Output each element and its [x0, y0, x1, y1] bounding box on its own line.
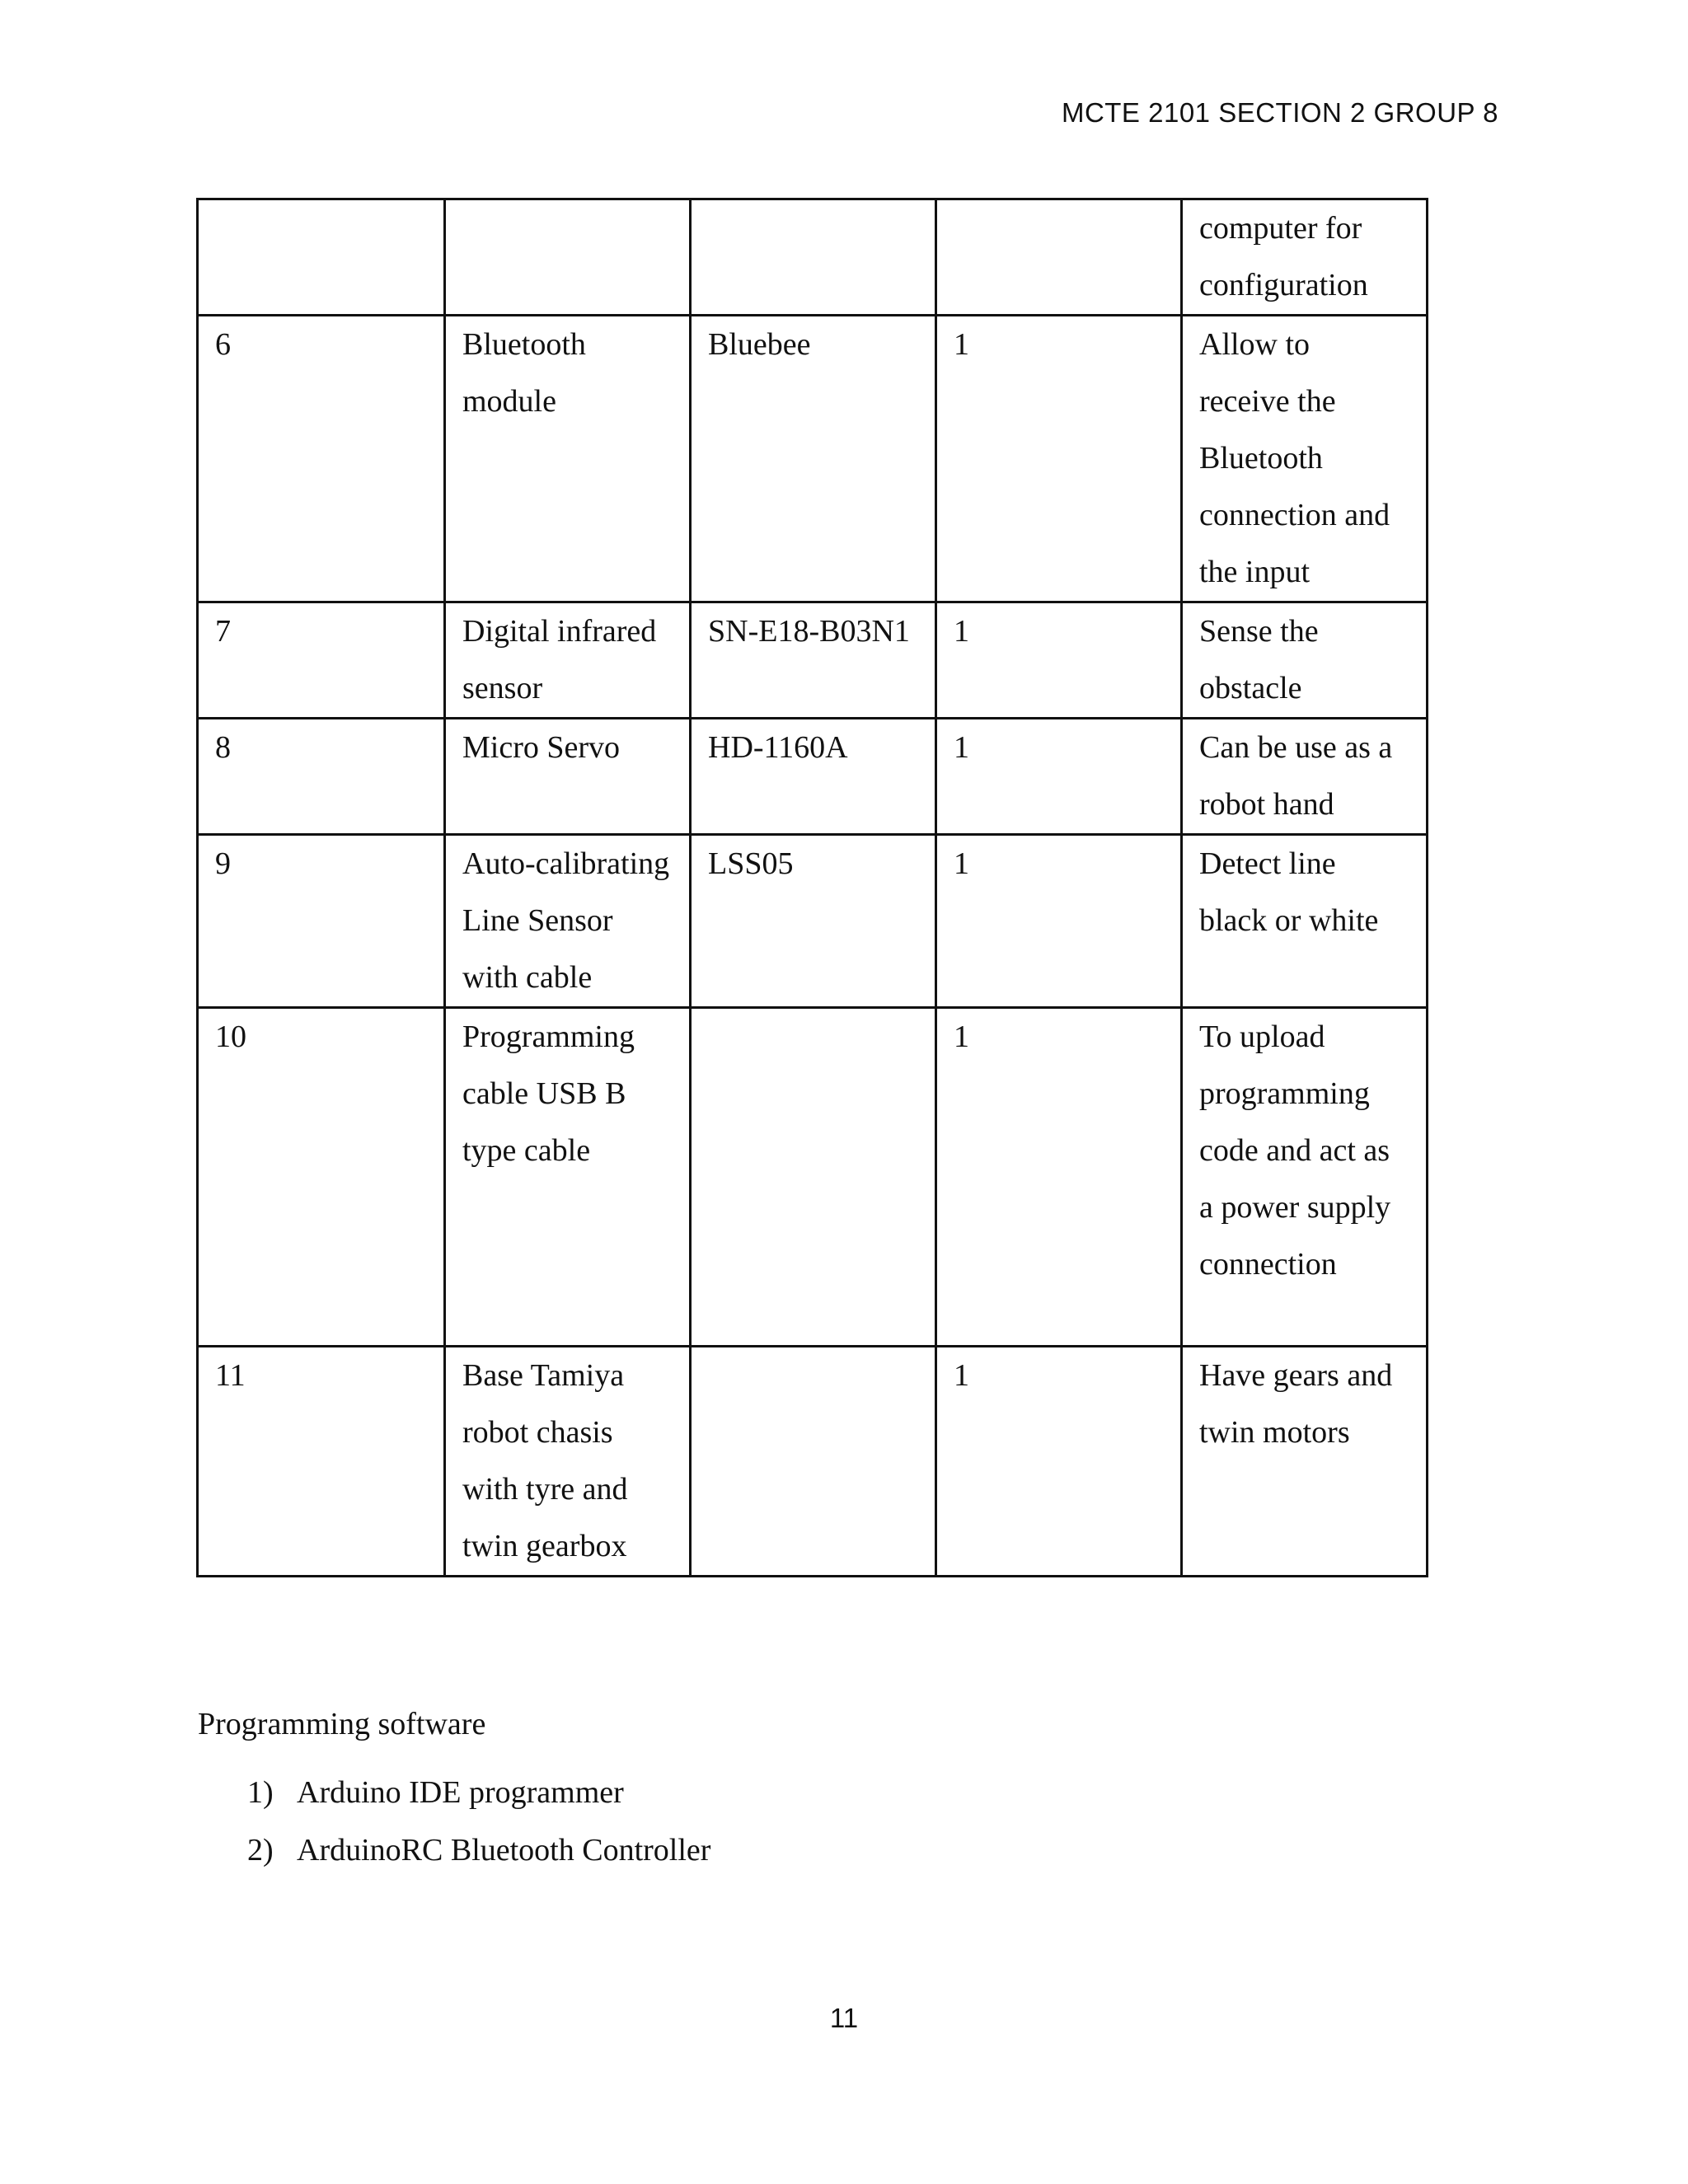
table-cell-no	[198, 199, 445, 316]
cell-text: 1	[954, 1019, 969, 1054]
table-cell-model	[691, 1347, 936, 1577]
table-cell-function	[1182, 719, 1428, 835]
table-cell-model	[691, 199, 936, 316]
table-cell-no	[198, 1008, 445, 1347]
software-list	[247, 1764, 710, 1879]
cell-text-line: Can be use as a	[1199, 730, 1393, 765]
table-cell-no	[198, 316, 445, 602]
cell-text: 1	[954, 614, 969, 649]
cell-text: 1	[954, 730, 969, 765]
cell-text-line: connection	[1199, 1247, 1337, 1282]
table-cell-model	[691, 835, 936, 1008]
cell-text: 8	[215, 730, 231, 765]
cell-text-line: Programming	[462, 1019, 635, 1054]
cell-text-line: Sense the	[1199, 614, 1319, 649]
table-cell-component	[445, 602, 691, 719]
cell-text: LSS05	[708, 846, 794, 881]
cell-text-line: the input	[1199, 555, 1311, 589]
cell-text-line: robot chasis	[462, 1415, 613, 1450]
table-cell-quantity	[936, 835, 1182, 1008]
table-cell-no	[198, 835, 445, 1008]
table-cell-function	[1182, 199, 1428, 316]
list-item-number: 2)	[247, 1833, 274, 1868]
table-cell-function	[1182, 835, 1428, 1008]
cell-text: 6	[215, 327, 231, 362]
cell-text-line: programming	[1199, 1076, 1370, 1111]
cell-text-line: type cable	[462, 1133, 591, 1168]
cell-text: Bluebee	[708, 327, 811, 362]
cell-text: 1	[954, 327, 969, 362]
table-cell-function	[1182, 316, 1428, 602]
table-cell-component	[445, 316, 691, 602]
cell-text-line: Bluetooth	[1199, 441, 1323, 476]
cell-text-line: twin motors	[1199, 1415, 1350, 1450]
cell-text-line: with tyre and	[462, 1472, 628, 1507]
components-table	[196, 198, 1428, 1577]
table-cell-quantity	[936, 602, 1182, 719]
table-cell-model	[691, 316, 936, 602]
cell-text-line: sensor	[462, 671, 543, 705]
table-row	[198, 1347, 1428, 1577]
cell-text-line: Base Tamiya	[462, 1358, 625, 1393]
list-item-text: Arduino IDE programmer	[297, 1775, 624, 1810]
cell-text-line: a power supply	[1199, 1190, 1391, 1225]
table-cell-quantity	[936, 1008, 1182, 1347]
cell-text: 11	[215, 1358, 246, 1393]
table-cell-quantity	[936, 719, 1182, 835]
table-cell-function	[1182, 602, 1428, 719]
table-cell-no	[198, 1347, 445, 1577]
table-cell-model	[691, 719, 936, 835]
cell-text-line: Have gears and	[1199, 1358, 1393, 1393]
cell-text-line: obstacle	[1199, 671, 1302, 705]
cell-text: SN-E18-B03N1	[708, 614, 910, 649]
table-row	[198, 316, 1428, 602]
cell-text-line: Auto-calibrating	[462, 846, 670, 881]
cell-text-line: To upload	[1199, 1019, 1325, 1054]
table-row	[198, 1008, 1428, 1347]
cell-text-line: Allow to	[1199, 327, 1311, 362]
cell-text-line: Digital infrared	[462, 614, 657, 649]
cell-text-line: cable USB B	[462, 1076, 626, 1111]
list-item-number: 1)	[247, 1775, 274, 1810]
table-row	[198, 719, 1428, 835]
cell-text-line: robot hand	[1199, 787, 1334, 822]
section-title: Programming software	[198, 1707, 486, 1741]
table-cell-no	[198, 719, 445, 835]
cell-text: HD-1160A	[708, 730, 848, 765]
cell-text-line: code and act as	[1199, 1133, 1390, 1168]
cell-text-line: black or white	[1199, 903, 1379, 938]
table-row	[198, 602, 1428, 719]
table-cell-quantity	[936, 316, 1182, 602]
cell-text-line: configuration	[1199, 268, 1368, 302]
cell-text: 9	[215, 846, 231, 881]
table-cell-quantity	[936, 1347, 1182, 1577]
list-item	[247, 1821, 710, 1879]
components-table-body	[198, 199, 1428, 1577]
cell-text-line: Micro Servo	[462, 730, 621, 765]
cell-text: 10	[215, 1019, 246, 1054]
cell-text-line: Bluetooth	[462, 327, 586, 362]
table-row	[198, 199, 1428, 316]
cell-text-line: Detect line	[1199, 846, 1336, 881]
cell-text: 1	[954, 846, 969, 881]
list-item	[247, 1764, 710, 1821]
cell-text-line: receive the	[1199, 384, 1336, 419]
table-cell-component	[445, 719, 691, 835]
page-header: MCTE 2101 SECTION 2 GROUP 8	[1061, 97, 1498, 128]
cell-text: 7	[215, 614, 231, 649]
table-cell-function	[1182, 1347, 1428, 1577]
table-cell-function	[1182, 1008, 1428, 1347]
cell-text-line: Line Sensor	[462, 903, 613, 938]
cell-text-line: twin gearbox	[462, 1529, 627, 1563]
cell-text: 1	[954, 1358, 969, 1393]
table-cell-component	[445, 835, 691, 1008]
table-row	[198, 835, 1428, 1008]
list-item-text: ArduinoRC Bluetooth Controller	[297, 1833, 711, 1868]
table-cell-quantity	[936, 199, 1182, 316]
page-number: 11	[829, 2003, 859, 2033]
cell-text-line: connection and	[1199, 498, 1390, 532]
cell-text-line: module	[462, 384, 556, 419]
table-cell-component	[445, 199, 691, 316]
table-cell-component	[445, 1347, 691, 1577]
table-cell-no	[198, 602, 445, 719]
table-cell-component	[445, 1008, 691, 1347]
cell-text-line: with cable	[462, 960, 593, 995]
cell-text-line: computer for	[1199, 211, 1362, 246]
table-cell-model	[691, 602, 936, 719]
table-cell-model	[691, 1008, 936, 1347]
